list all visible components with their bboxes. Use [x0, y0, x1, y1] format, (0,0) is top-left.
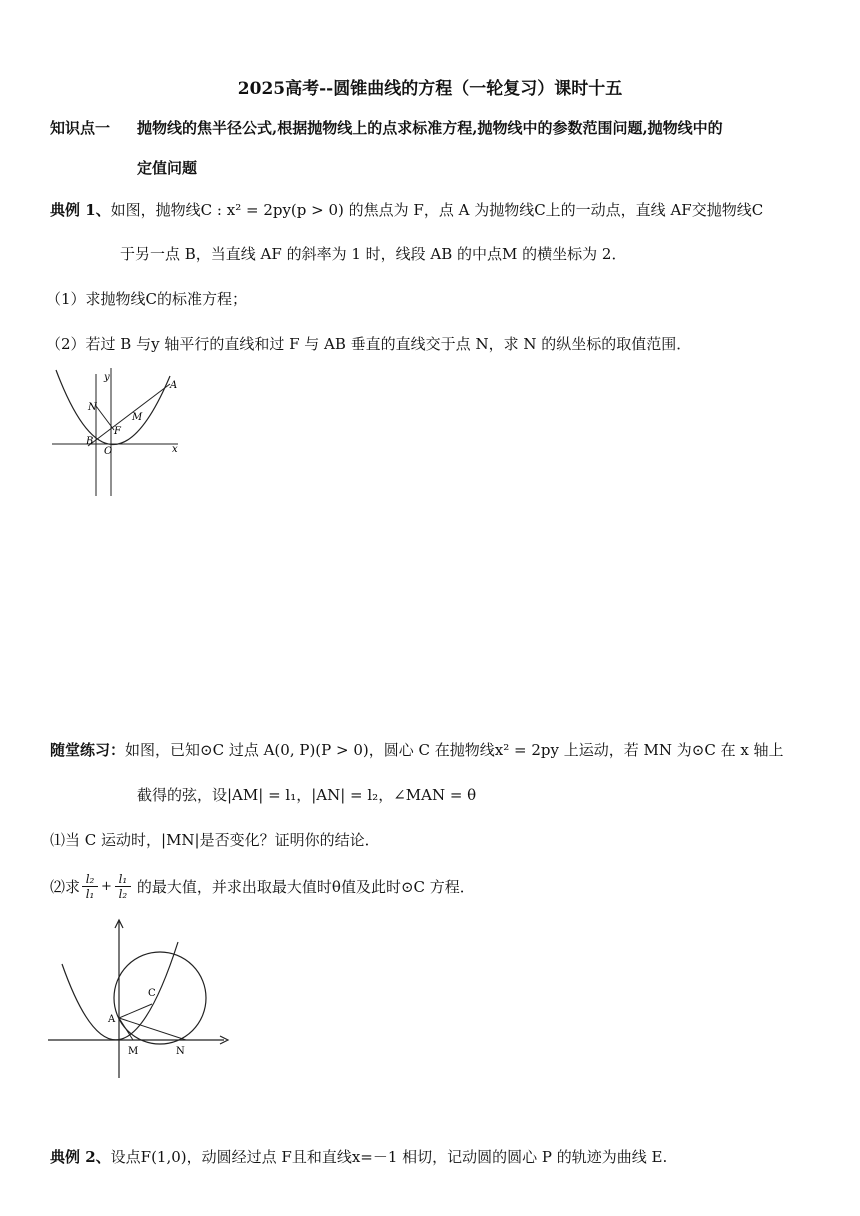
example2-label: 典例 2、	[50, 1148, 111, 1166]
example1-question1: （1）求抛物线C的标准方程；	[46, 290, 248, 308]
label-n: N	[88, 402, 97, 413]
fraction-l2-over-l1	[82, 872, 98, 901]
practice-question1: ⑴当 C 运动时，|MN|是否变化？证明你的结论．	[50, 831, 380, 849]
label-y: y	[104, 372, 110, 383]
page-title: 2025高考--圆锥曲线的方程（一轮复习）课时十五	[237, 79, 623, 99]
example1-figure	[52, 366, 192, 500]
label-a: A	[108, 1014, 116, 1025]
practice-question2	[50, 866, 475, 906]
practice-line1	[50, 740, 784, 760]
segment-an	[119, 1018, 186, 1040]
label-f: F	[114, 426, 121, 437]
fraction1-numerator: l₂	[85, 871, 95, 886]
fraction2-numerator: l₁	[118, 871, 128, 886]
kp1-label: 知识点一	[50, 119, 111, 137]
practice-line2: 截得的弦，设|AM| = l₁，|AN| = l₂，∠MAN = θ	[137, 786, 477, 804]
example1-text: 如图，抛物线C : x² = 2py(p > 0) 的焦点为 F，点 A 为抛物线C上的一动点，直线 AF交抛物线C	[110, 201, 764, 219]
parabola-curve	[56, 370, 170, 445]
fraction-l1-over-l2	[115, 872, 131, 901]
label-m: M	[128, 1046, 139, 1057]
label-m: M	[132, 412, 143, 423]
label-c: C	[148, 988, 156, 999]
example1-question2: （2）若过 B 与y 轴平行的直线和过 F 与 AB 垂直的直线交于点 N，求 N 的纵坐标的取值范围．	[46, 335, 692, 353]
circle-c	[114, 952, 206, 1044]
q2-prefix: ⑵求	[50, 877, 81, 896]
example2-text: 设点F(1,0)，动圆经过点 F且和直线x=－1 相切，记动圆的圆心 P 的轨迹为曲线 E.	[110, 1148, 668, 1166]
kp1-text-line2: 定值问题	[137, 159, 198, 177]
label-a: A	[170, 380, 178, 391]
example1-line1	[50, 200, 763, 220]
line-af	[88, 384, 170, 446]
practice-text: 如图，已知⊙C 过点 A(0, P)(P > 0)，圆心 C 在抛物线x² = 2py 上运动，若 MN 为⊙C 在 x 轴上	[125, 741, 784, 759]
label-x: x	[172, 444, 178, 455]
example1-line2: 于另一点 B，当直线 AF 的斜率为 1 时，线段 AB 的中点M 的横坐标为 2．	[120, 245, 627, 263]
example1-label: 典例 1、	[50, 201, 111, 219]
fraction1-denominator: l₁	[85, 886, 95, 901]
label-n: N	[176, 1046, 185, 1057]
fraction2-denominator: l₂	[118, 886, 128, 901]
example2-line	[50, 1147, 667, 1167]
q2-suffix: 的最大值，并求出取最大值时θ值及此时⊙C 方程．	[136, 877, 475, 896]
parabola-curve	[62, 942, 178, 1040]
plus-sign: +	[101, 878, 112, 894]
practice-figure	[48, 916, 234, 1082]
kp1-text-line1: 抛物线的焦半径公式,根据抛物线上的点求标准方程,抛物线中的参数范围问题,抛物线中的	[137, 119, 723, 137]
label-o: O	[104, 446, 113, 457]
practice-label: 随堂练习：	[50, 741, 126, 759]
label-b: B	[86, 436, 94, 447]
